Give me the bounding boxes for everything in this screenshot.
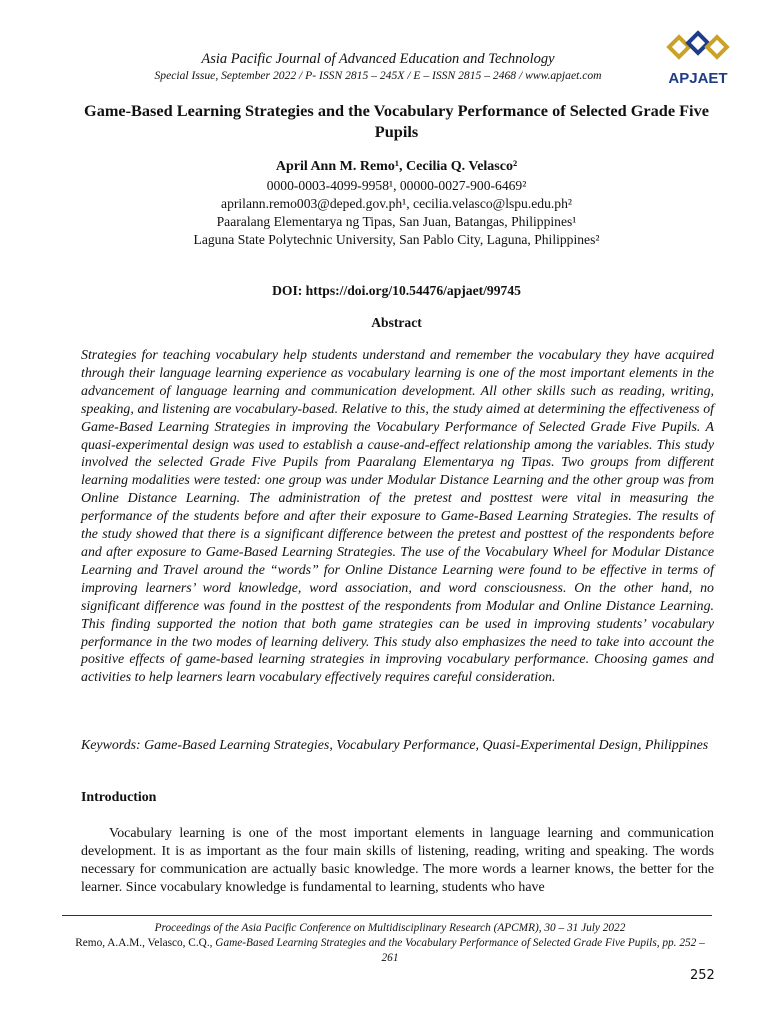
abstract-body: Strategies for teaching vocabulary help students understand and remember the vocabulary they have acquired through their language learning experience as vocabulary learning is one of the most important elements in the advancement of language learning and communication development. All other skills such as reading, writing, speaking, and listening are vocabulary-based. Relative to this, the study aimed at determining the effectiveness of Game-Based Learning Strategies in improving the Vocabulary Performance of Selected Grade Five Pupils. A quasi-experimental design was used to establish a cause-and-effect relationship among the variables. This study involved the selected Grade Five Pupils from Paaralang Elementarya ng Tipas. Two groups from different learning modalities were tested: one group was under Modular Distance Learning and the other group was from Online Distance Learning. The administration of the pretest and posttest were vital in measuring the performance of the students before and after their exposure to Game-Based Learning Strategies. The results of the study showed that there is a significant difference between the pretest and posttest of the respondents before and after exposure to Game-Based Learning Strategies. The use of the Vocabulary Wheel for Modular Distance Learning and Travel around the “words” for Online Distance Learning were found to be effective in terms of improving learners’ word knowledge, word association, and word consciousness. On the other hand, no significant difference was found in the posttest of the respondents from Modular and Online Distance Learning. This finding supported the notion that both game strategies can be used in improving students’ vocabulary performance in the two modes of learning delivery. This study also emphasizes the need to take into account the positive effects of game-based learning strategies in improving vocabulary performance. Choosing games and activities to help learners learn vocabulary effectively requires careful consideration. <box>81 348 714 686</box>
footer-proceedings: Proceedings of the Asia Pacific Conference on Multidisciplinary Research (APCMR), 30 – 31 July 2022 <box>154 922 626 934</box>
apjaet-logo <box>660 30 736 90</box>
authors: April Ann M. Remo¹, Cecilia Q. Velasco² <box>275 159 518 174</box>
citation-authors: Remo, A.A.M., Velasco, C.Q., <box>75 937 216 949</box>
logo-text: APJAET <box>668 70 728 87</box>
orcid-line: 0000-0003-4099-9958¹, 00000-0027-900-6469² <box>266 178 527 193</box>
email-line: aprilann.remo003@deped.gov.ph¹, cecilia.velasco@lspu.edu.ph² <box>221 196 572 211</box>
doi: DOI: https://doi.org/10.54476/apjaet/99745 <box>272 283 521 298</box>
issue-line: Special Issue, September 2022 / P- ISSN 2815 – 245X / E – ISSN 2815 – 2468 / www.apjaet.com <box>154 69 602 82</box>
citation-pages: , pp. 252 –261 <box>381 937 705 964</box>
journal-name: Asia Pacific Journal of Advanced Education and Technology <box>201 51 555 67</box>
citation-title: Game-Based Learning Strategies and the Vocabulary Performance of Selected Grade Five Pupils <box>215 937 657 949</box>
abstract-heading: Abstract <box>371 315 422 330</box>
footer-citation <box>70 936 710 966</box>
keywords: Keywords: Game-Based Learning Strategies, Vocabulary Performance, Quasi-Experimental Design, Philippines <box>81 738 709 753</box>
paper-title: Game-Based Learning Strategies and the Vocabulary Performance of Selected Grade Five Pupils <box>84 101 709 141</box>
page-number: 252 <box>690 968 715 983</box>
affiliation-2: Laguna State Polytechnic University, San Pablo City, Laguna, Philippines² <box>193 232 600 247</box>
footer-divider <box>62 915 712 916</box>
section-heading-introduction: Introduction <box>81 790 157 805</box>
affiliation-1: Paaralang Elementarya ng Tipas, San Juan, Batangas, Philippines¹ <box>216 214 577 229</box>
introduction-paragraph: Vocabulary learning is one of the most important elements in language learning and communication development. It is as important as the four main skills of listening, reading, writing and speaking. The words necessary for communication are actually basic knowledge. The more words a learner knows, the better for the learner. Since vocabulary knowledge is fundamental to learning, students who have <box>81 826 714 895</box>
